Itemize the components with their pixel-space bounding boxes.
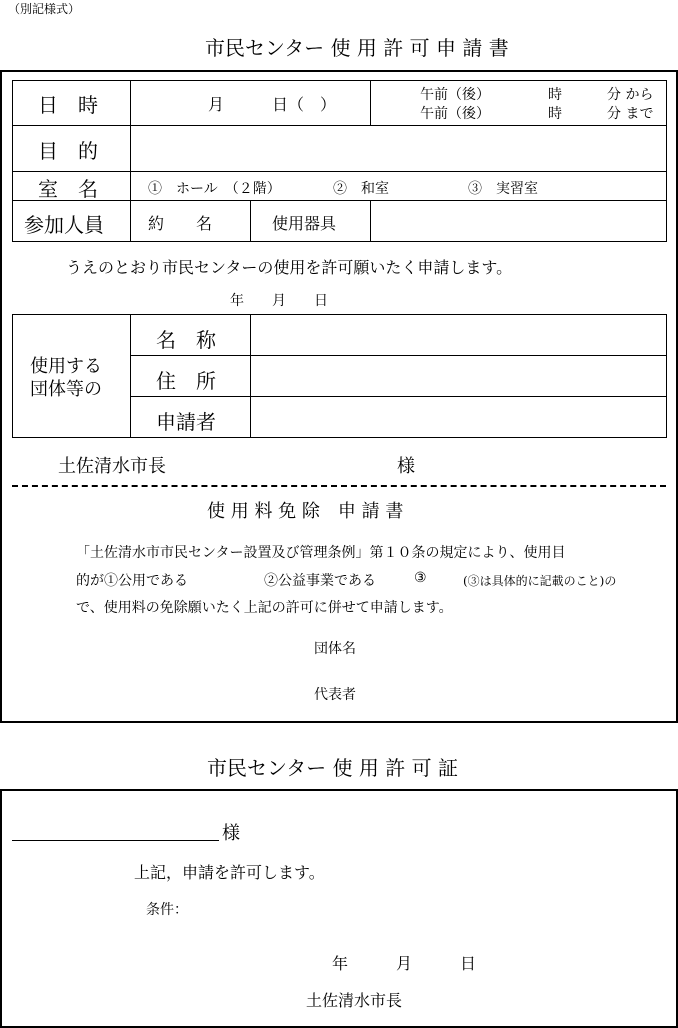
addressee: 土佐清水市長 bbox=[58, 456, 166, 477]
exemption-option-note: (③は具体的に記載のこと)の bbox=[463, 574, 617, 588]
participants-label: 参加人員 bbox=[24, 213, 104, 237]
room-option-hall[interactable]: ① ホール （２階） bbox=[148, 181, 281, 197]
org-name-label: 名 称 bbox=[156, 328, 216, 352]
date-field[interactable]: 月 日（ ） bbox=[208, 95, 337, 114]
purpose-field[interactable] bbox=[132, 127, 665, 170]
equipment-label: 使用器具 bbox=[272, 214, 337, 233]
permit-recipient-field[interactable] bbox=[12, 815, 219, 839]
approx-count-field[interactable]: 約 名 bbox=[148, 214, 213, 233]
minute-end: 分 まで bbox=[607, 106, 654, 122]
minute-start: 分 から bbox=[607, 87, 654, 103]
org-applicant-label: 申請者 bbox=[156, 410, 216, 434]
org-applicant-field[interactable] bbox=[252, 398, 665, 436]
exemption-title: 使 用 料 免 除 申 請 書 bbox=[207, 501, 404, 522]
form-id: （別記様式） bbox=[8, 2, 81, 16]
permit-issuer: 土佐清水市長 bbox=[306, 991, 403, 1010]
org-address-label: 住 所 bbox=[156, 369, 216, 393]
addressee-sama: 様 bbox=[397, 456, 415, 477]
room-option-jisshu[interactable]: ③ 実習室 bbox=[468, 181, 538, 197]
exemption-line1: 「土佐清水市市民センター設置及び管理条例」第１０条の規定により、使用目 bbox=[76, 545, 566, 561]
permit-date: 年 月 日 bbox=[332, 954, 477, 973]
exemption-line3: で、使用料の免除願いたく上記の許可に併せて申請します。 bbox=[76, 600, 453, 616]
application-date[interactable]: 年 月 日 bbox=[230, 293, 328, 309]
exemption-option-public[interactable]: 的が①公用である bbox=[76, 573, 188, 589]
ampm-end: 午前（後） bbox=[420, 106, 490, 122]
exemption-option-public-business[interactable]: ②公益事業である bbox=[264, 573, 376, 589]
exemption-option-other[interactable]: ③ bbox=[414, 570, 427, 586]
org-address-field[interactable] bbox=[252, 357, 665, 395]
org-label-line2: 団体等の bbox=[30, 379, 102, 400]
org-name-field[interactable] bbox=[252, 316, 665, 354]
hour-end: 時 bbox=[548, 106, 562, 122]
room-option-washitsu[interactable]: ② 和室 bbox=[333, 181, 389, 197]
permit-sama: 様 bbox=[222, 823, 240, 844]
permit-approval: 上記，申請を許可します。 bbox=[134, 863, 325, 882]
room-label: 室 名 bbox=[38, 177, 98, 201]
permit-recipient-line bbox=[12, 840, 219, 841]
representative-label: 代表者 bbox=[314, 687, 356, 703]
org-label-line1: 使用する bbox=[30, 356, 102, 377]
datetime-label: 日 時 bbox=[38, 93, 98, 117]
datetime-row bbox=[12, 80, 667, 126]
group-name-label: 団体名 bbox=[314, 641, 356, 657]
cut-line bbox=[12, 485, 666, 487]
application-title: 市民センター 使 用 許 可 申 請 書 bbox=[205, 36, 509, 60]
permit-title: 市民センター 使 用 許 可 証 bbox=[207, 756, 458, 780]
equipment-field[interactable] bbox=[372, 202, 665, 240]
permit-conditions: 条件： bbox=[146, 902, 188, 918]
purpose-label: 目 的 bbox=[38, 139, 98, 163]
request-sentence: うえのとおり市民センターの使用を許可願いたく申請します。 bbox=[66, 258, 513, 277]
hour-start: 時 bbox=[548, 87, 562, 103]
ampm-start: 午前（後） bbox=[420, 87, 490, 103]
